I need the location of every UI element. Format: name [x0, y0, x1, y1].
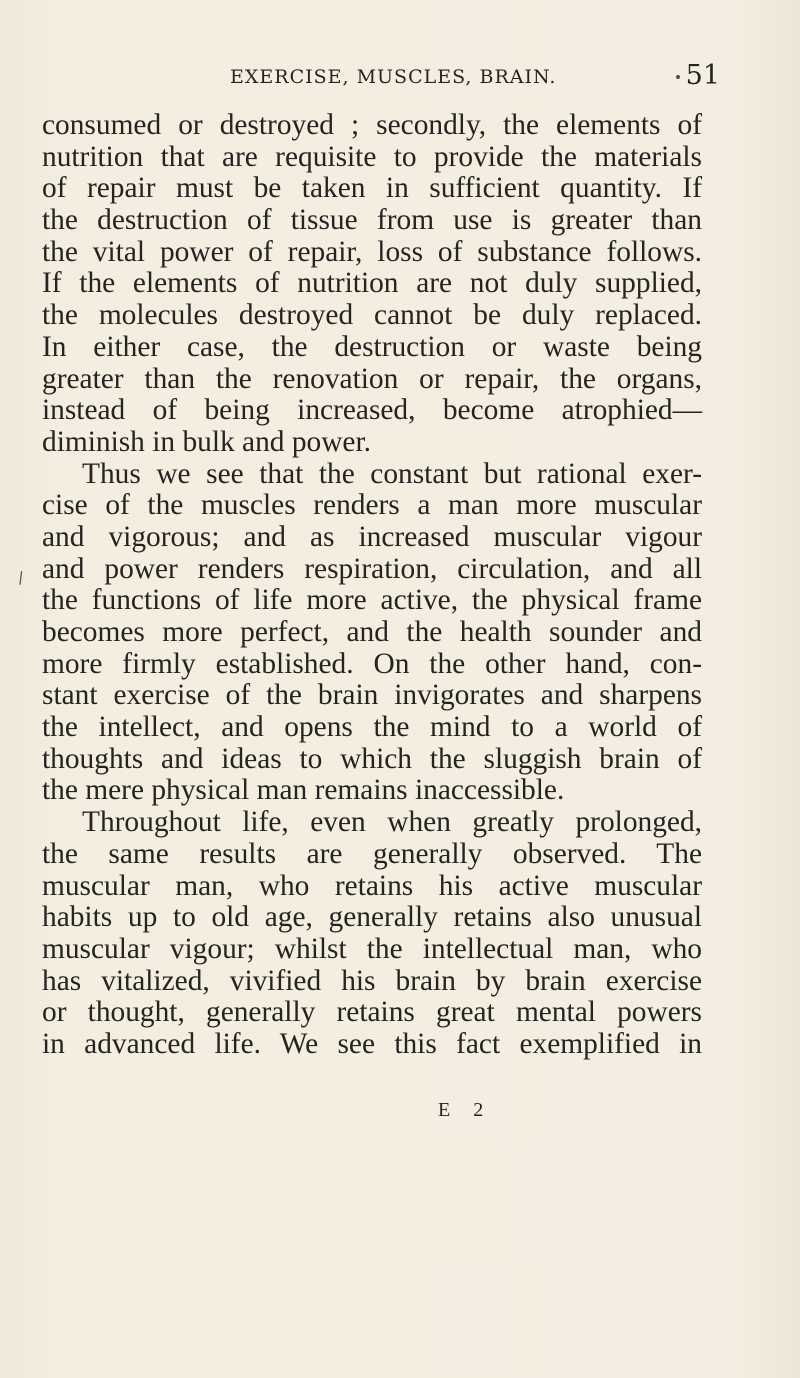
text-line: In either case, the destruction or waste being: [42, 330, 702, 363]
text-line: the mere physical man remains inaccessible.: [42, 774, 565, 807]
text-line: the vital power of repair, loss of substance follows.: [42, 235, 702, 268]
running-head: [120, 62, 720, 92]
text-line: the destruction of tissue from use is greater than: [42, 204, 702, 237]
text-line: has vitalized, vivified his brain by brain exercise: [42, 964, 702, 997]
text-line: cise of the muscles renders a man more muscular: [42, 489, 702, 522]
text-line: of repair must be taken in sufficient quantity. If: [42, 172, 702, 205]
text-line: or thought, generally retains great mental powers: [42, 996, 702, 1029]
header-dot: [676, 75, 680, 79]
text-line: the intellect, and opens the mind to a world of: [42, 711, 702, 744]
text-line: more firmly established. On the other hand, con-: [42, 647, 702, 680]
body-text: [42, 110, 702, 1061]
text-line: the same results are generally observed. The: [42, 837, 702, 870]
text-line: Throughout life, even when greatly prolonged,: [82, 806, 702, 839]
text-line: habits up to old age, generally retains also unusual: [42, 901, 702, 934]
text-line: muscular vigour; whilst the intellectual man, who: [42, 932, 702, 965]
text-line: the molecules destroyed cannot be duly replaced.: [42, 299, 702, 332]
text-line: stant exercise of the brain invigorates and sharpens: [42, 679, 702, 712]
text-line: Thus we see that the constant but rational exer-: [82, 457, 702, 490]
text-line: diminish in bulk and power.: [42, 425, 371, 458]
text-line: in advanced life. We see this fact exemplified in: [42, 1027, 702, 1060]
page-number: 51: [685, 60, 720, 91]
margin-pencil-mark: /: [16, 567, 25, 588]
text-line: instead of being increased, become atrophied—: [42, 394, 702, 427]
signature-mark: E 2: [438, 1099, 493, 1121]
text-line: the functions of life more active, the physical frame: [42, 584, 702, 617]
text-line: and vigorous; and as increased muscular vigour: [42, 520, 702, 553]
text-line: greater than the renovation or repair, the organs,: [42, 362, 702, 395]
text-line: thoughts and ideas to which the sluggish brain of: [42, 742, 702, 775]
text-line: If the elements of nutrition are not duly supplied,: [42, 267, 702, 300]
text-line: muscular man, who retains his active muscular: [42, 869, 702, 902]
text-line: nutrition that are requisite to provide the materials: [42, 140, 702, 173]
text-line: and power renders respiration, circulation, and all: [42, 552, 702, 585]
running-title: EXERCISE, MUSCLES, BRAIN.: [230, 66, 557, 88]
text-line: consumed or destroyed ; secondly, the elements of: [42, 109, 702, 141]
text-line: becomes more perfect, and the health sounder and: [42, 616, 702, 648]
